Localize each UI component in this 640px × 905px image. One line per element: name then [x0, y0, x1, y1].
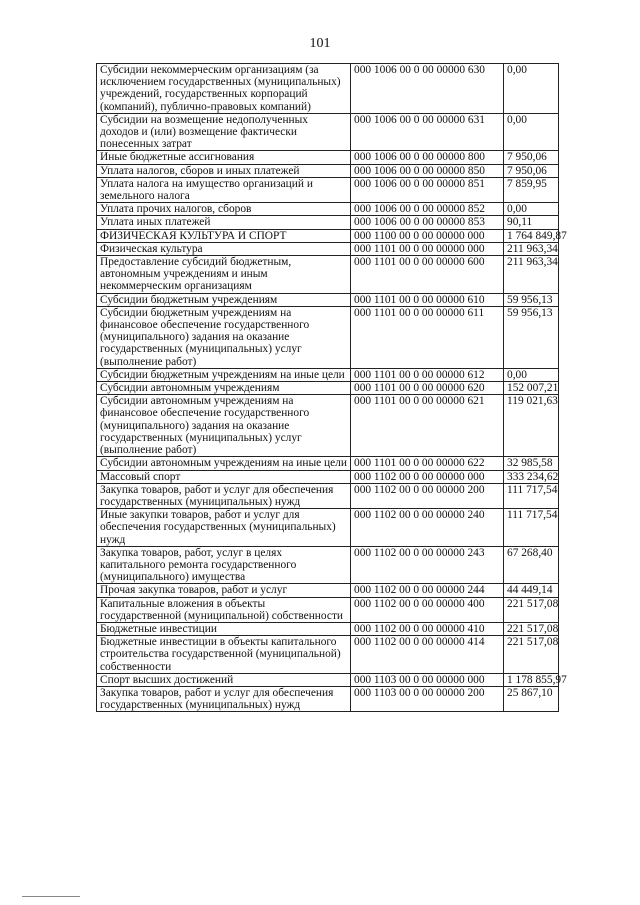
- table-row: [97, 151, 559, 164]
- budget-table-body: [97, 64, 567, 712]
- row-sum: 7 950,06: [504, 164, 559, 177]
- row-name: Субсидии на возмещение недополученных доходов и (или) возмещение фактически понесенных затрат: [97, 113, 351, 151]
- row-code: 000 1100 00 0 00 00000 000: [351, 229, 504, 242]
- row-sum: 221 517,08: [504, 636, 559, 674]
- page-number: 101: [309, 36, 331, 51]
- row-code: 000 1102 00 0 00 00000 200: [351, 483, 504, 508]
- table-row: [97, 368, 559, 381]
- row-sum: 25 867,10: [504, 686, 559, 711]
- row-code: 000 1101 00 0 00 00000 621: [351, 395, 504, 457]
- row-code: 000 1101 00 0 00 00000 600: [351, 256, 504, 294]
- table-row: [97, 546, 559, 584]
- row-code: 000 1101 00 0 00 00000 622: [351, 457, 504, 470]
- row-sum: 0,00: [504, 113, 559, 151]
- row-code: 000 1102 00 0 00 00000 414: [351, 636, 504, 674]
- row-name: Субсидии бюджетным учреждениям на финансовое обеспечение государственного (муниципального) задания на оказание государственных (муниципальных) услуг (выполнение работ): [97, 306, 351, 368]
- row-code: 000 1101 00 0 00 00000 611: [351, 306, 504, 368]
- row-sum: 32 985,58: [504, 457, 559, 470]
- row-sum: 111 717,54: [504, 509, 559, 547]
- row-name: Физическая культура: [97, 242, 351, 255]
- row-sum: 7 859,95: [504, 177, 559, 202]
- row-name: Субсидии бюджетным учреждениям на иные цели: [97, 368, 351, 381]
- table-row: [97, 483, 559, 508]
- row-name: Иные бюджетные ассигнования: [97, 151, 351, 164]
- row-code: 000 1006 00 0 00 00000 850: [351, 164, 504, 177]
- row-name: Спорт высших достижений: [97, 673, 351, 686]
- table-row: [97, 395, 559, 457]
- row-sum: 0,00: [504, 203, 559, 216]
- row-code: 000 1101 00 0 00 00000 610: [351, 293, 504, 306]
- row-sum: 333 234,62: [504, 470, 559, 483]
- table-row: [97, 229, 559, 242]
- row-sum: 67 268,40: [504, 546, 559, 584]
- row-name: Уплата налогов, сборов и иных платежей: [97, 164, 351, 177]
- row-code: 000 1102 00 0 00 00000 244: [351, 584, 504, 597]
- table-row: [97, 293, 559, 306]
- row-code: 000 1102 00 0 00 00000 240: [351, 509, 504, 547]
- table-row: [97, 306, 559, 368]
- table-row: [97, 256, 559, 294]
- row-name: Субсидии бюджетным учреждениям: [97, 293, 351, 306]
- row-name: Субсидии автономным учреждениям: [97, 382, 351, 395]
- row-code: 000 1006 00 0 00 00000 853: [351, 216, 504, 229]
- table-row: [97, 509, 559, 547]
- row-name: Субсидии некоммерческим организациям (за исключением государственных (муниципальных) учреждений, государственных корпораций (компаний), публично-правовых компаний): [97, 64, 351, 114]
- row-sum: 1 178 855,97: [504, 673, 559, 686]
- table-row: [97, 457, 559, 470]
- table-row: [97, 686, 559, 711]
- row-code: 000 1101 00 0 00 00000 000: [351, 242, 504, 255]
- row-sum: 59 956,13: [504, 306, 559, 368]
- table-row: [97, 203, 559, 216]
- row-name: Капитальные вложения в объекты государственной (муниципальной) собственности: [97, 597, 351, 622]
- row-sum: 152 007,21: [504, 382, 559, 395]
- row-sum: 44 449,14: [504, 584, 559, 597]
- row-code: 000 1102 00 0 00 00000 410: [351, 622, 504, 635]
- footer-line: [22, 896, 80, 897]
- row-code: 000 1102 00 0 00 00000 000: [351, 470, 504, 483]
- row-name: Субсидии автономным учреждениям на финансовое обеспечение государственного (муниципального) задания на оказание государственных (муниципальных) услуг (выполнение работ): [97, 395, 351, 457]
- row-name: Уплата прочих налогов, сборов: [97, 203, 351, 216]
- row-name: Уплата налога на имущество организаций и земельного налога: [97, 177, 351, 202]
- row-sum: 0,00: [504, 64, 559, 114]
- row-sum: 1 764 849,87: [504, 229, 559, 242]
- table-row: [97, 622, 559, 635]
- row-sum: 119 021,63: [504, 395, 559, 457]
- row-name: Бюджетные инвестиции в объекты капитального строительства государственной (муниципальной) собственности: [97, 636, 351, 674]
- table-row: [97, 164, 559, 177]
- row-sum: 221 517,08: [504, 622, 559, 635]
- row-name: Уплата иных платежей: [97, 216, 351, 229]
- row-name: Прочая закупка товаров, работ и услуг: [97, 584, 351, 597]
- table-row: [97, 177, 559, 202]
- row-name: Закупка товаров, работ, услуг в целях капитального ремонта государственного (муниципального) имущества: [97, 546, 351, 584]
- row-name: Предоставление субсидий бюджетным, автономным учреждениям и иным некоммерческим организациям: [97, 256, 351, 294]
- row-code: 000 1101 00 0 00 00000 612: [351, 368, 504, 381]
- table-row: [97, 584, 559, 597]
- row-name: Закупка товаров, работ и услуг для обеспечения государственных (муниципальных) нужд: [97, 483, 351, 508]
- table-row: [97, 673, 559, 686]
- row-code: 000 1006 00 0 00 00000 851: [351, 177, 504, 202]
- row-sum: 7 950,06: [504, 151, 559, 164]
- row-code: 000 1102 00 0 00 00000 400: [351, 597, 504, 622]
- row-sum: 0,00: [504, 368, 559, 381]
- row-name: Бюджетные инвестиции: [97, 622, 351, 635]
- table-row: [97, 242, 559, 255]
- budget-table: [96, 63, 567, 712]
- table-row: [97, 64, 559, 114]
- row-code: 000 1103 00 0 00 00000 000: [351, 673, 504, 686]
- row-code: 000 1102 00 0 00 00000 243: [351, 546, 504, 584]
- table-row: [97, 382, 559, 395]
- row-sum: 221 517,08: [504, 597, 559, 622]
- row-code: 000 1103 00 0 00 00000 200: [351, 686, 504, 711]
- row-sum: 59 956,13: [504, 293, 559, 306]
- row-code: 000 1006 00 0 00 00000 631: [351, 113, 504, 151]
- row-sum: 90,11: [504, 216, 559, 229]
- row-name: Субсидии автономным учреждениям на иные цели: [97, 457, 351, 470]
- row-code: 000 1006 00 0 00 00000 800: [351, 151, 504, 164]
- table-row: [97, 216, 559, 229]
- row-sum: 111 717,54: [504, 483, 559, 508]
- row-name: Закупка товаров, работ и услуг для обеспечения государственных (муниципальных) нужд: [97, 686, 351, 711]
- row-code: 000 1101 00 0 00 00000 620: [351, 382, 504, 395]
- row-sum: 211 963,34: [504, 242, 559, 255]
- row-name: ФИЗИЧЕСКАЯ КУЛЬТУРА И СПОРТ: [97, 229, 351, 242]
- row-name: Массовый спорт: [97, 470, 351, 483]
- table-row: [97, 597, 559, 622]
- table-row: [97, 636, 559, 674]
- row-sum: 211 963,34: [504, 256, 559, 294]
- row-name: Иные закупки товаров, работ и услуг для обеспечения государственных (муниципальных) нужд: [97, 509, 351, 547]
- table-row: [97, 470, 559, 483]
- row-code: 000 1006 00 0 00 00000 630: [351, 64, 504, 114]
- row-code: 000 1006 00 0 00 00000 852: [351, 203, 504, 216]
- table-row: [97, 113, 559, 151]
